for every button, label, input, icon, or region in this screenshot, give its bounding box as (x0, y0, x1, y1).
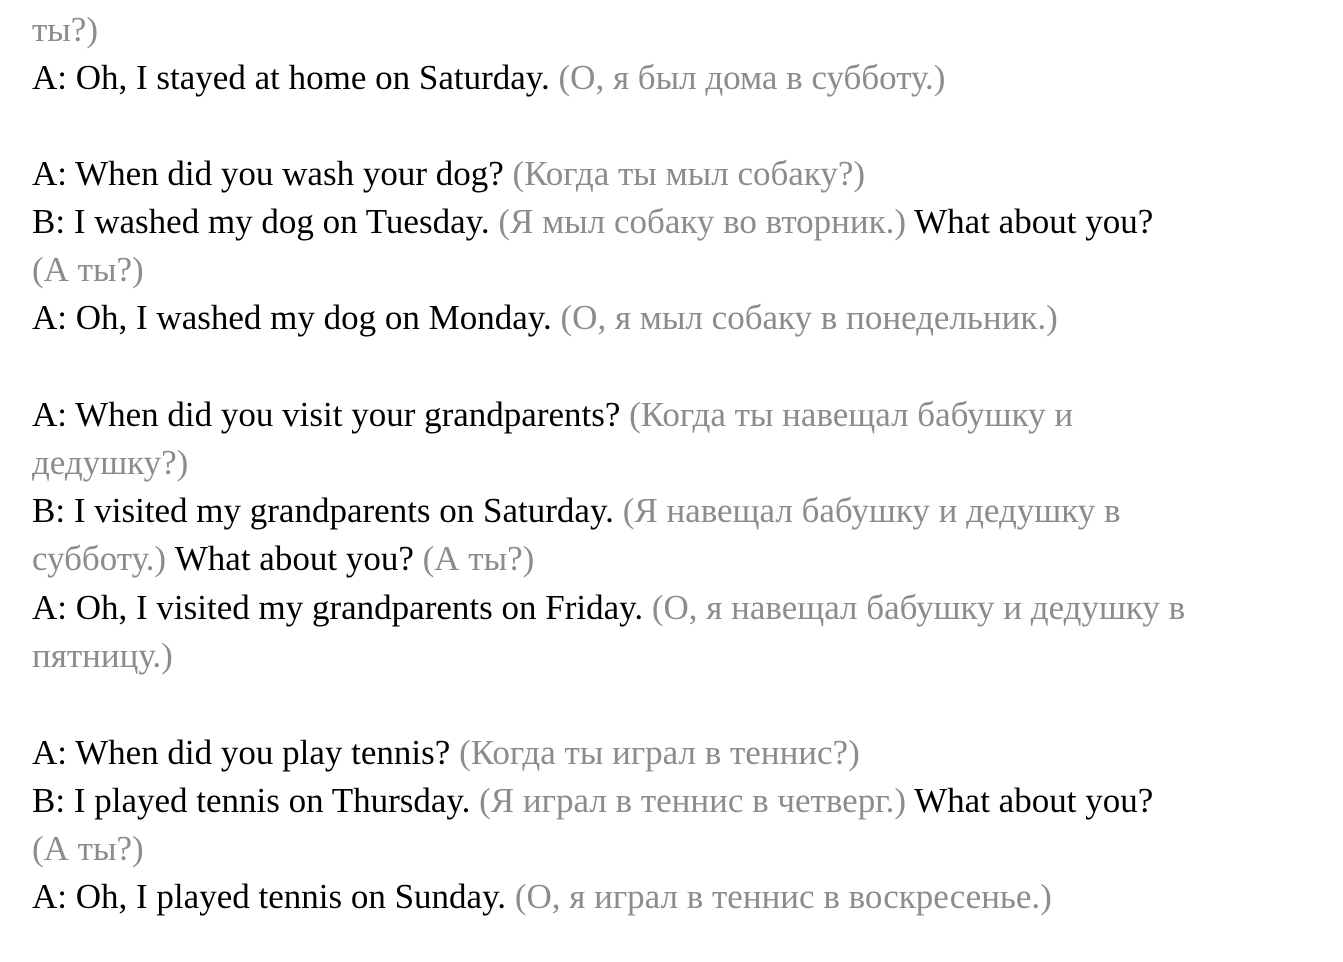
english-text: B: I visited my grandparents on Saturday. (32, 491, 623, 530)
english-text: A: Oh, I stayed at home on Saturday. (32, 58, 559, 97)
text-line (32, 588, 1185, 628)
translation-text: пятницу.) (32, 636, 173, 675)
translation-text: (Я навещал бабушку и дедушку в (622, 491, 1121, 530)
translation-text: (Когда ты мыл собаку?) (512, 154, 866, 193)
english-text: A: When did you wash your dog? (32, 154, 513, 193)
english-text: A: When did you visit your grandparents? (32, 395, 630, 434)
text-line (32, 829, 144, 869)
english-text: What about you? (174, 539, 423, 578)
text-line (32, 154, 865, 194)
english-text: A: When did you play tennis? (32, 733, 460, 772)
translation-text: (О, я был дома в субботу.) (558, 58, 946, 97)
text-line (32, 250, 144, 290)
translation-text: (О, я играл в теннис в воскресенье.) (514, 877, 1052, 916)
text-line (32, 491, 1121, 531)
translation-text: (Я играл в теннис в четверг.) (479, 781, 915, 820)
translation-text: ты?) (32, 10, 99, 49)
text-line (32, 202, 1153, 242)
translation-text: (О, я мыл собаку в понедельник.) (560, 298, 1058, 337)
english-text: What about you? (914, 202, 1154, 241)
english-text: A: Oh, I washed my dog on Monday. (32, 298, 561, 337)
text-line (32, 443, 188, 483)
text-line (32, 395, 1073, 435)
text-line (32, 781, 1153, 821)
english-text: B: I played tennis on Thursday. (32, 781, 480, 820)
english-text: What about you? (914, 781, 1154, 820)
translation-text: (А ты?) (422, 539, 535, 578)
text-line (32, 636, 173, 676)
translation-text: (О, я навещал бабушку и дедушку в (651, 588, 1186, 627)
english-text: A: Oh, I played tennis on Sunday. (32, 877, 515, 916)
text-line (32, 733, 860, 773)
translation-text: (Когда ты навещал бабушку и (629, 395, 1074, 434)
text-line (32, 539, 534, 579)
text-line (32, 877, 1052, 917)
translation-text: (А ты?) (32, 829, 144, 868)
translation-text: дедушку?) (32, 443, 189, 482)
text-line (32, 58, 945, 98)
text-line (32, 298, 1058, 338)
translation-text: (Я мыл собаку во вторник.) (498, 202, 915, 241)
translation-text: (Когда ты играл в теннис?) (459, 733, 860, 772)
translation-text: субботу.) (32, 539, 175, 578)
english-text: B: I washed my dog on Tuesday. (32, 202, 499, 241)
text-line (32, 10, 98, 50)
english-text: A: Oh, I visited my grandparents on Friday. (32, 588, 652, 627)
translation-text: (А ты?) (32, 250, 144, 289)
